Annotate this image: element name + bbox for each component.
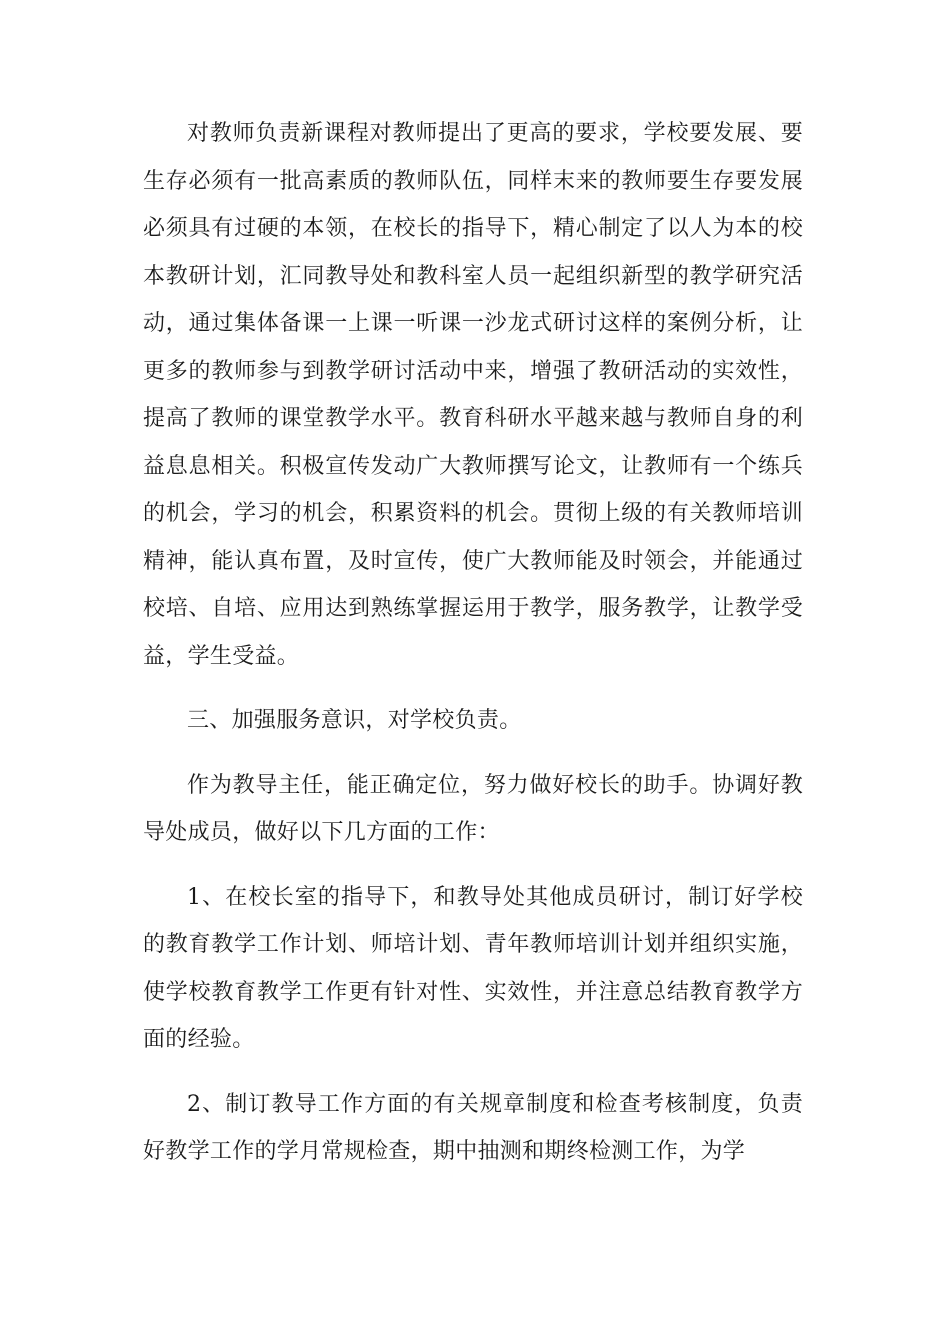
list-item-2: 2、制订教导工作方面的有关规章制度和检查考核制度，负责好教学工作的学月常规检查，期中抽测和期终检测工作，为学 <box>143 1091 803 1164</box>
list-item-1: 1、在校长室的指导下，和教导处其他成员研讨，制订好学校的教育教学工作计划、师培计划、青年教师培训计划并组织实施，使学校教育教学工作更有针对性、实效性，并注意总结教育教学方面的经验。 <box>143 884 803 1052</box>
section-heading-service-awareness: 三、加强服务意识，对学校负责。 <box>187 708 522 733</box>
document-body <box>143 110 803 1176</box>
paragraph-director-role: 作为教导主任，能正确定位，努力做好校长的助手。协调好教导处成员，做好以下几方面的工作： <box>143 772 803 845</box>
paragraph-teacher-responsibility: 对教师负责新课程对教师提出了更高的要求，学校要发展、要生存必须有一批高素质的教师队伍，同样末来的教师要生存要发展必须具有过硬的本领，在校长的指导下，精心制定了以人为本的校本教研计划，汇同教导处和教科室人员一起组织新型的教学研究活动，通过集体备课一上课一听课一沙龙式研讨这样的案例分析，让更多的教师参与到教学研讨活动中来，增强了教研活动的实效性，提高了教师的课堂教学水平。教育科研水平越来越与教师自身的利益息息相关。积极宣传发动广大教师撰写论文，让教师有一个练兵的机会，学习的机会，积累资料的机会。贯彻上级的有关教师培训精神，能认真布置，及时宣传，使广大教师能及时领会，并能通过校培、自培、应用达到熟练掌握运用于教学，服务教学，让教学受益，学生受益。 <box>143 121 803 669</box>
